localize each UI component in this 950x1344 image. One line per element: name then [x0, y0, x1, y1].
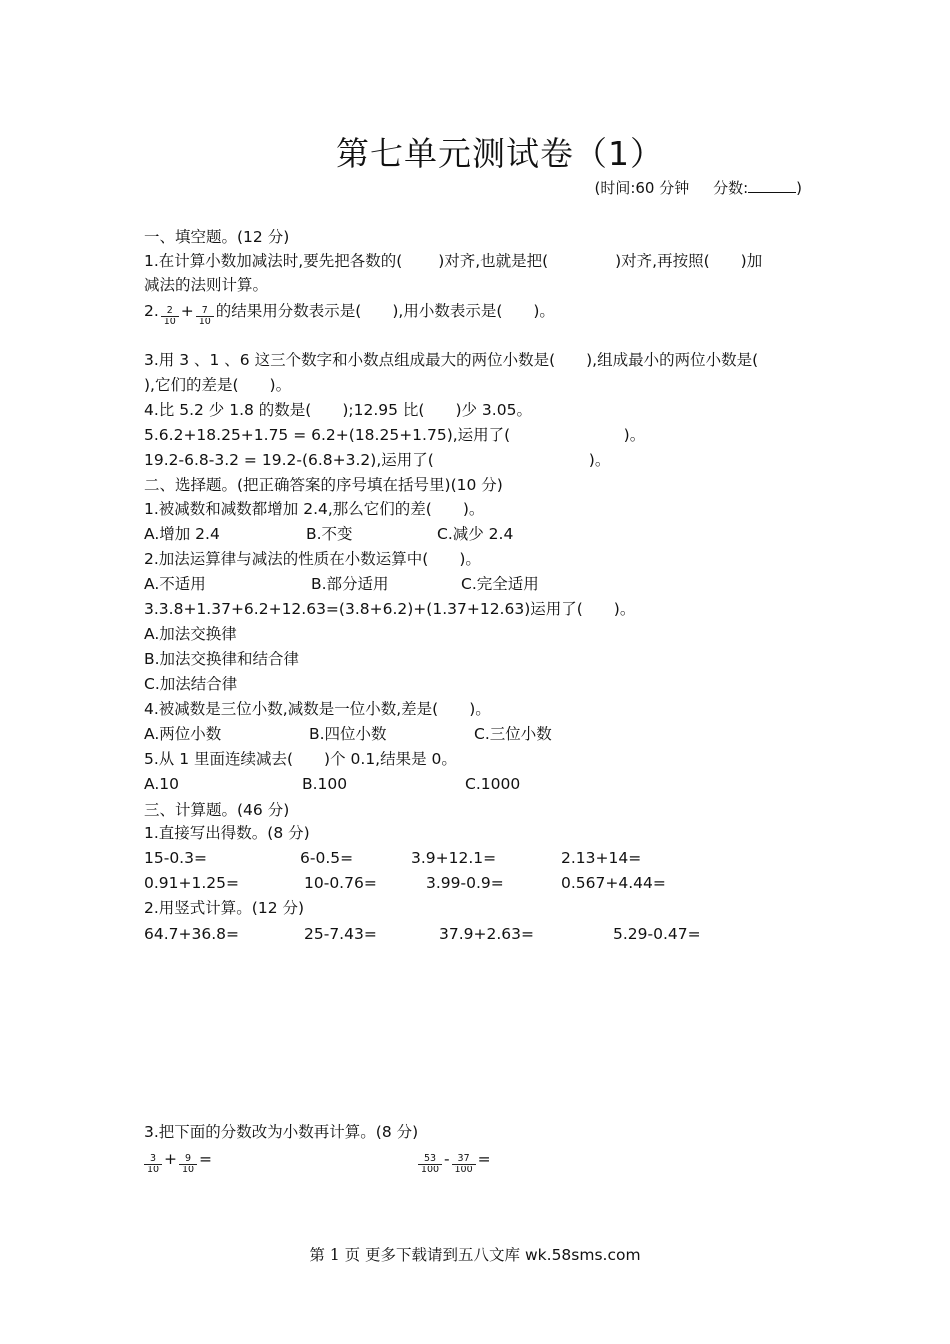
- s1-q2: [144, 300, 555, 322]
- subtitle-close: ): [796, 179, 802, 197]
- calc-item: 15-0.3=: [144, 849, 207, 867]
- s1-q1-line1: 1.在计算小数加减法时,要先把各数的( )对齐,也就是把( )对齐,再按照( )加: [144, 252, 763, 270]
- option-c: C.1000: [465, 775, 521, 793]
- fraction: [196, 300, 214, 322]
- option-b: B.加法交换律和结合律: [144, 650, 300, 668]
- calc-item: 10-0.76=: [304, 874, 377, 892]
- calc-item: 2.13+14=: [561, 849, 642, 867]
- subtitle: [594, 177, 802, 198]
- score-label: 分数:: [713, 179, 749, 197]
- s1-q5: 5.6.2+18.25+1.75 = 6.2+(18.25+1.75),运用了( )。: [144, 426, 646, 444]
- section-1-heading: 一、填空题。(12 分): [144, 228, 290, 246]
- plus-sign: +: [180, 302, 194, 320]
- option-c: C.完全适用: [461, 575, 539, 593]
- denominator: 10: [146, 1166, 160, 1172]
- numerator: 53: [418, 1154, 442, 1165]
- section-2-heading: 二、选择题。(把正确答案的序号填在括号里)(10 分): [144, 476, 503, 494]
- calc-item: 25-7.43=: [304, 925, 377, 943]
- denominator: 10: [181, 1166, 195, 1172]
- operator: -: [444, 1150, 450, 1168]
- numerator: 3: [144, 1154, 162, 1165]
- s2-q2: 2.加法运算律与减法的性质在小数运算中( )。: [144, 550, 481, 568]
- option-a: A.不适用: [144, 575, 206, 593]
- page-footer: [0, 1243, 950, 1265]
- calc-item: 64.7+36.8=: [144, 925, 239, 943]
- s1-q3-line2: ),它们的差是( )。: [144, 376, 292, 394]
- option-b: B.不变: [306, 525, 353, 543]
- s2-q3: 3.3.8+1.37+6.2+12.63=(3.8+6.2)+(1.37+12.63)运用了( )。: [144, 600, 636, 618]
- denominator: 10: [198, 318, 211, 324]
- s3-part2: 2.用竖式计算。(12 分): [144, 899, 305, 917]
- option-b: B.部分适用: [311, 575, 389, 593]
- option-c: C.减少 2.4: [437, 525, 514, 543]
- option-b: B.四位小数: [309, 725, 387, 743]
- numerator: 2: [161, 306, 179, 317]
- calc-item: 3.99-0.9=: [426, 874, 504, 892]
- s1-q2-prefix: 2.: [144, 302, 159, 320]
- calc-item: 6-0.5=: [300, 849, 354, 867]
- denominator: 10: [163, 318, 176, 324]
- denominator: 100: [420, 1166, 440, 1172]
- s2-q1: 1.被减数和减数都增加 2.4,那么它们的差( )。: [144, 500, 485, 518]
- calc-item: 5.29-0.47=: [613, 925, 701, 943]
- denominator: 100: [454, 1166, 473, 1172]
- option-a: A.加法交换律: [144, 625, 237, 643]
- option-c: C.加法结合律: [144, 675, 238, 693]
- numerator: 37: [452, 1154, 476, 1165]
- option-a: A.两位小数: [144, 725, 222, 743]
- numerator: 9: [179, 1154, 197, 1165]
- fraction: [452, 1148, 476, 1170]
- s3-part3-b: [418, 1148, 491, 1170]
- s1-q2-suffix: 的结果用分数表示是( ),用小数表示是( )。: [215, 302, 555, 320]
- page-title: 第七单元测试卷（1）: [336, 134, 664, 173]
- s3-part3-a: [144, 1148, 212, 1170]
- s1-q6: 19.2-6.8-3.2 = 19.2-(6.8+3.2),运用了( )。: [144, 451, 611, 469]
- operator: +: [164, 1150, 177, 1168]
- footer-text: 第 1 页 更多下载请到五八文库: [309, 1246, 525, 1264]
- calc-item: 37.9+2.63=: [439, 925, 534, 943]
- fraction: [179, 1148, 197, 1170]
- time-label: (时间:60 分钟: [594, 179, 690, 197]
- s1-q4: 4.比 5.2 少 1.8 的数是( );12.95 比( )少 3.05。: [144, 401, 532, 419]
- option-b: B.100: [302, 775, 348, 793]
- score-blank: [748, 178, 796, 193]
- calc-item: 0.91+1.25=: [144, 874, 239, 892]
- section-3-heading: 三、计算题。(46 分): [144, 801, 290, 819]
- equals-sign: =: [477, 1150, 491, 1168]
- fraction: [418, 1148, 442, 1170]
- calc-item: 3.9+12.1=: [411, 849, 497, 867]
- s2-q5: 5.从 1 里面连续减去( )个 0.1,结果是 0。: [144, 750, 457, 768]
- numerator: 7: [196, 306, 214, 317]
- option-c: C.三位小数: [474, 725, 552, 743]
- s2-q4: 4.被减数是三位小数,减数是一位小数,差是( )。: [144, 700, 491, 718]
- equals-sign: =: [199, 1150, 212, 1168]
- s1-q3-line1: 3.用 3 、1 、6 这三个数字和小数点组成最大的两位小数是( ),组成最小的两位小数是(: [144, 351, 759, 369]
- fraction: [144, 1148, 162, 1170]
- footer-site: wk.58sms.com: [524, 1246, 641, 1264]
- s3-part3: 3.把下面的分数改为小数再计算。(8 分): [144, 1123, 419, 1141]
- s3-part1: 1.直接写出得数。(8 分): [144, 824, 310, 842]
- calc-item: 0.567+4.44=: [561, 874, 666, 892]
- s1-q1-line2: 减法的法则计算。: [144, 276, 269, 294]
- option-a: A.10: [144, 775, 179, 793]
- fraction: [161, 300, 179, 322]
- option-a: A.增加 2.4: [144, 525, 220, 543]
